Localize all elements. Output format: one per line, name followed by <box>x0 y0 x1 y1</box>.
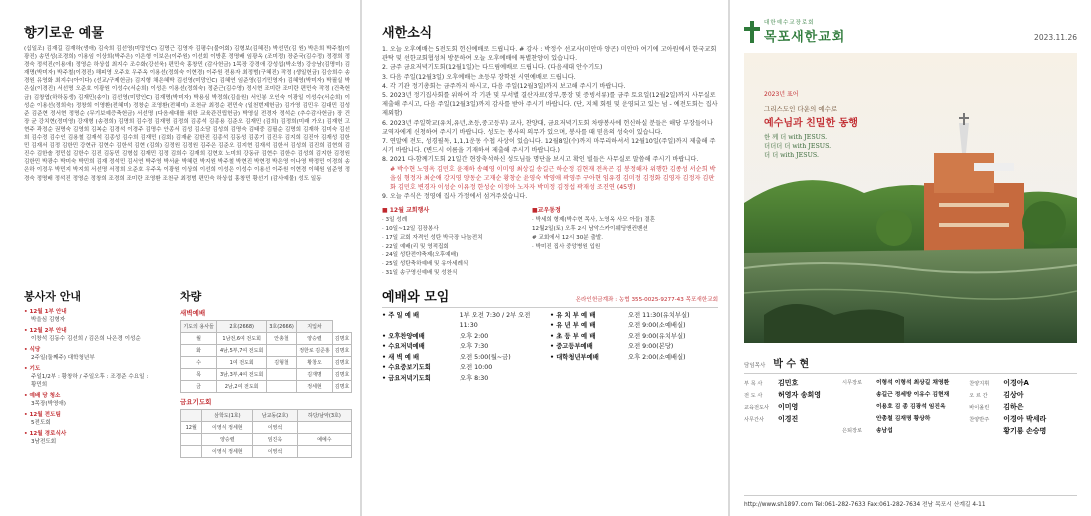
table-cell: 1여 전도회 <box>217 357 267 369</box>
table-cell: 이영식 정세현 <box>202 422 253 434</box>
staff-list <box>744 378 1077 437</box>
table-row <box>181 345 352 357</box>
staff-label: 찬양지휘 <box>969 381 990 387</box>
worship-time: 오전 9:00(본당) <box>628 343 674 351</box>
table-cell: 이영석 <box>253 422 297 434</box>
worship-row <box>550 342 718 353</box>
church-event: · 25일 성탄축하예배 및 유아세례식 <box>382 261 469 268</box>
church-event: · 24일 성탄전야축제(오후예배) <box>382 252 459 259</box>
staff-cell <box>842 426 969 437</box>
staff-label: 사무간사 <box>744 417 765 423</box>
worship-time: 오전 5:00(월~금) <box>460 353 511 361</box>
table-cell <box>181 446 202 458</box>
volunteer-item <box>24 392 154 408</box>
volunteer-item <box>24 327 154 343</box>
table-cell: 4남,5부,7여 전도회 <box>217 345 267 357</box>
table-cell: 김명호 <box>333 333 352 345</box>
table-cell: 황창오 <box>296 357 332 369</box>
volunteer-text: 3목장(박영애) <box>31 401 66 407</box>
staff-label: 전 도 사 <box>744 393 763 399</box>
worship-row <box>550 353 718 364</box>
worship-time: 오후 2:00 <box>460 332 489 340</box>
worship-title: 예배와 모임 <box>382 289 450 305</box>
table-cell <box>297 422 351 434</box>
table-cell: 김형철 <box>267 357 297 369</box>
worship-time: 오전 11:30(유치부실) <box>628 311 690 319</box>
member-news: · 박세희 형제(박수현 목사, 노영옥 사모 아들) 결혼 <box>532 217 656 224</box>
member-news: · 박미진 집사 중앙병원 입원 <box>532 243 601 250</box>
org-small: 대한예수교장로회 <box>764 20 815 26</box>
news-item: 6. 2023년 주일학교(유치,유년,초등,중고등부) 교사, 찬양대, 금요저녁기도회 차량봉사에 헌신하실 분들은 해당 부장들이나 교역자에게 신청하여 주시기 바랍니다. 성도는 봉사의 의무가 있으며, 봉사를 때 믿음의 성숙이 있습니다. <box>382 119 713 136</box>
volunteer-head: • 12월 경로식사 <box>24 431 67 437</box>
worship-name: • 유 치 부 예 배 <box>550 311 596 319</box>
staff-cell <box>969 414 1077 426</box>
staff-label: 바이올린 <box>969 405 990 411</box>
news-item: 3. 다음 주일(12월3일) 오후예배는 초등부 장학된 시연예배로 드립니다. <box>382 73 576 81</box>
staff-cell <box>842 402 969 414</box>
news-item: 5. 2023년 정기집사회를 위하여 각 기관 및 부서별 결산자료(장부,통장 및 증빙서류)를 금주 토요일(12월2일)까지 사무실로 제출해 주시고, 다음 주일(12월3일)까지 감사를 받아 주시기 바랍니다. (단, 지체 회원 및 운영되고 있는 넘 - 예전도회는 집사 제외함) <box>382 92 718 118</box>
volunteer-head: • 식당 <box>24 347 41 353</box>
staff-label: 은퇴장로 <box>841 428 862 434</box>
table-cell: 정한로 김준홍 <box>296 345 332 357</box>
staff-row <box>744 426 1077 437</box>
events-church-head: ■ 12월 교회행사 <box>382 207 430 215</box>
table-cell: 남교동(2호) <box>253 410 297 422</box>
news-list <box>382 45 718 201</box>
table-cell: 2호(2668) <box>217 321 267 333</box>
staff-name: 김하은 <box>1003 403 1024 411</box>
worship-name: • 수요저녁예배 <box>382 343 425 351</box>
worship-time: 오전 9:00(소예배실) <box>628 322 686 330</box>
news-item: 8. 2021 다-함께기도회 21일간 현장축석하신 성도님들 명단을 보시고 확인 빌들은 사무실로 말씀해 주시기 바랍니다. <box>382 156 699 164</box>
table-row <box>181 357 352 369</box>
staff-name: 이경아 박세라 <box>1003 415 1047 423</box>
church-event: · 17일 교회 자격인 성탄 박극장 나눔전치 <box>382 234 483 241</box>
member-news: 12월2일(토) 오후 2시 남악스카이웨딩앤컨벤션 <box>532 226 648 233</box>
worship-row <box>382 332 550 343</box>
car-title: 차량 <box>180 290 202 303</box>
staff-name: 송남섭 <box>875 428 893 434</box>
volunteer-head: • 12월 2부 안내 <box>24 328 67 334</box>
table-row <box>181 381 352 393</box>
staff-label: 찬양반주 <box>969 417 990 423</box>
cover-photo <box>744 53 1077 343</box>
staff-cell <box>744 402 842 414</box>
volunteer-text: 3남전도회 <box>31 439 57 445</box>
table-cell: 김명호 <box>333 381 352 393</box>
car-section <box>180 288 352 458</box>
volunteer-item <box>24 365 154 389</box>
church-event: · 10일~12일 김장봉사 <box>382 226 439 233</box>
staff-name: 김상아 <box>1003 391 1024 399</box>
table-cell: 수 <box>181 357 217 369</box>
volunteer-text: 이창석 김동수 김선희 / 김은희 나은경 이성순 <box>31 336 141 342</box>
table-cell <box>267 369 297 381</box>
table-cell: 기도의 용사들 <box>181 321 217 333</box>
offerings-body: (십일조) 김재길 김재하(생애) 김숙희 김선영(미망인C) 김명근 김영자 김평수(불어회) 김형보(김혜진) 박선민(김 원) 박은희 박주철(이광진) 송민성(조경희) 이용임 이상희(박주은) 이은형 이보은(이주원) 이선회 이방훈 정명배 임광옥 (조미정) 장준국(김수정) 정경희 정경숙 정석진(이용애) 정영순 하상섭 최지수 조수화(강선욱) 편민숙 홍창민 (감사헌금) 1목장 강경애 강성섭(박소영) 강승남(김명미) 김재명(박미자) 박주철(이경진) 해피영 오주호 우주옥 이용선(정희숙 이현경) 이주원 전용자 최정범(구혜진) 작정 (생일헌금) 김승희수 송경원 유영화 최지수(아이다) (선교/구제헌금) 김지형 채은혜박 김선영(미망인C) 김혜연 임준영(김기민영자) 김혜영(박미자) 박필실 박은실(이경진) 서선명 오준호 이광원 이성수(서순희) 이성은 이용선(정희숙) 정준근(김수영) 정시현 조미란 조미란 편민숙 작정 (건축헌금) 김창엽(하하동생) 김재민(송이) 김선영(미망인C) 김재명(박미자) 박용심 박정희(김을원) 서인봉 오인숙 이광일 이성수(서순희) 이성순 이용선(정희숙) 정창희 이영환(전혜미) 정창순 조영환(전혜미) 조천규 최정순 편민숙 (일천번제헌금) 김가영 김민우 김대민 김성준 김준현 정서현 정명순 (무기보예증축헌금) 서선명 (다음세대를 위한 교육관건립헌금) 박영실 전경자 정석순 (추수감사헌금) 장 건 장 균 강치현(정미영) 강재형 (송경희) 김명희 김수정 김재명 김정희 김종석 김종용 김준오 김재민 (김희) 김정희(미래 가오) 김재헌 고현주 곽정순 권명숙 김영희 김복순 김경석 이경주 김명수 안종서 김성 김소담 김성희 김명숙 김태중 김필순 김명희 김재하 김미숙 김선희 김수정 김수인 김용철 김재석 김종성 김수희 김재민 (김회) 김재윤 김한진 김종석 김동성 김종기 김진우 김지희 김진아 김재성 김한민 김재서 김정 김한민 강현규 김현수 김한석 김현 (김희) 김정원 김정원 김주은 김준오 김지현 김재석 김한서 김성희 김진희 김현희 김진수 김한솔 정민섭 김한수 김진 김동민 김형섭 김재민 김정 김희수 김재희 김현호 노미희 강동규 김현수 김한수 김성희 김지한 김정원 김한민 박광수 박미숙 박민희 김재 정석민 김서연 박주영 박서윤 박혜린 박지원 박주철 박현진 박현정 박은영 이나영 박정민 이경희 송은하 이정우 박민지 박지희 서선명 서정희 오준호 우주옥 이광원 이상희 이선희 이성은 이성수 이용선 이주원 이현경 이혜원 임준영 정경숙 정명배 정석진 정영순 정창희 조경희 조미란 조영환 조천규 최정범 편민숙 하상섭 홍창민 황선기 (감사예물) 성도 일동 <box>24 46 350 182</box>
volunteer-item <box>24 346 154 362</box>
worship-time: 오후 7:30 <box>460 343 489 351</box>
pastor-label: 담임목사 <box>744 363 766 369</box>
worship-time: 오후 8:30 <box>460 374 489 382</box>
worship-name: • 유 년 부 예 배 <box>550 322 596 330</box>
news-title: 새한소식 <box>382 26 433 41</box>
events-members <box>532 207 712 277</box>
worship-name: • 수요중보기도회 <box>382 364 431 372</box>
table-row <box>181 321 352 333</box>
year-theme <box>764 89 924 160</box>
table-cell: 3호(2666) <box>267 321 297 333</box>
table-cell <box>267 345 297 357</box>
worship-name: • 중고등부예배 <box>550 343 593 351</box>
theme-sub3: 더 더 with JESUS. <box>764 152 819 159</box>
table-cell: 예예수 <box>297 434 351 446</box>
worship-row <box>382 363 550 374</box>
table-row <box>181 446 352 458</box>
car-table-friday <box>180 409 352 458</box>
volunteer-text: 2주일(둘째주) 대학청년부 <box>31 355 95 361</box>
cover-header <box>744 18 1077 45</box>
staff-name: 이경아A <box>1003 379 1029 387</box>
events-members-head: ■교우동정 <box>532 207 561 215</box>
table-cell <box>297 446 351 458</box>
church-event: · 22일 예배(리 및 영적집회 <box>382 243 449 250</box>
worship-row <box>382 374 550 385</box>
table-cell: 12월 <box>181 422 202 434</box>
worship-row <box>382 353 550 364</box>
news-item: 7. 연말에 전도, 성경필독, 1,1,1운동 수첩 사상이 있습니다. 12월8일(수)까지 마무리하셔서 12월10일(주일)까지 제출해 주시기 바랍니다. (변드시 이름을 기재하셔 제출해 주시기 바랍니다.) <box>382 138 716 155</box>
worship-time: 오전 9:00(유치부실) <box>628 332 686 340</box>
staff-name: 이미영 <box>778 403 799 411</box>
staff-cell <box>842 378 969 390</box>
table-cell: 김명호 <box>333 345 352 357</box>
table-cell: 월 <box>181 333 217 345</box>
staff-cell <box>744 426 842 437</box>
table-row <box>181 410 352 422</box>
table-row <box>181 333 352 345</box>
table-row <box>181 369 352 381</box>
staff-cell <box>969 390 1077 402</box>
panel-cover <box>730 0 1091 516</box>
church-name: 목포새한교회 <box>764 30 846 45</box>
staff-name: 송길근 정세방 이유수 김현재 <box>875 392 950 398</box>
staff-label: 시무장로 <box>841 380 862 386</box>
volunteer-text: 주일1/2부 : 황창하 / 주일오후 : 조경준 수요일 : 황민희 <box>31 374 149 388</box>
bulletin-date: 2023.11.26 <box>1034 33 1077 42</box>
worship-name: • 오후찬양예배 <box>382 332 425 340</box>
volunteer-item <box>24 430 154 446</box>
staff-row <box>744 390 1077 402</box>
volunteer-title: 봉사자 안내 <box>24 290 81 303</box>
table-cell: 김재명 <box>296 369 332 381</box>
staff-row <box>744 414 1077 426</box>
worship-time: 오전 10:00 <box>460 364 493 372</box>
volunteer-item <box>24 308 154 324</box>
staff-cell <box>969 378 1077 390</box>
table-cell: 임진옥 <box>253 434 297 446</box>
table-cell <box>181 434 202 446</box>
staff-row <box>744 378 1077 390</box>
worship-name: • 주 일 예 배 <box>382 311 420 319</box>
table-cell: 양승렬 <box>202 434 253 446</box>
events-church <box>382 207 532 277</box>
worship-row <box>550 332 718 343</box>
table-cell: 3남,3부,4여 전도회 <box>217 369 267 381</box>
table-cell: 이영식 정세현 <box>202 446 253 458</box>
volunteer-text: 박을심 김형자 <box>31 317 66 323</box>
table-cell: 금 <box>181 381 217 393</box>
volunteer-head: • 예배 당 청소 <box>24 393 61 399</box>
staff-name: 허영자 송희영 <box>778 391 822 399</box>
staff-name: 이경진 <box>778 415 799 423</box>
events-row <box>382 207 718 277</box>
news-item: 9. 오늘 주식은 정영애 집사 가정에서 섬겨주셨습니다. <box>382 193 528 201</box>
table-cell: 이영석 <box>253 446 297 458</box>
news-item: 2. 금주 금요저녁기도회(12월1일)는 다드림예배로 드립니다. (다음세대 안수기도) <box>382 64 603 72</box>
worship-row <box>382 342 550 353</box>
table-cell: 1남전,6여 전도회 <box>217 333 267 345</box>
staff-label: 오 르 간 <box>969 393 988 399</box>
theme-sub2: 더더더 더 with JESUS. <box>764 143 832 150</box>
car-table-dawn <box>180 320 352 393</box>
worship-row <box>550 321 718 332</box>
church-event: · 31일 송구영신예배 및 성찬식 <box>382 270 458 277</box>
volunteer-head: • 12월 1부 안내 <box>24 309 67 315</box>
contact-footer: http://www.sh1897.com Tel:061-282-7633 Fax:061-282-7634 전남 목포시 산계길 4-11 <box>744 495 1077 508</box>
theme-label: 2023년 표어 <box>764 91 799 98</box>
worship-time: 오후 2:00(소예배실) <box>628 353 686 361</box>
staff-cell <box>969 426 1077 437</box>
worship-right <box>550 311 718 385</box>
worship-head-row <box>382 286 718 308</box>
staff-name: 황기룡 손승명 <box>1003 427 1047 435</box>
table-cell: 김명호 <box>333 357 352 369</box>
news-item: # 박수현 노영옥 김민호 윤재하 송혜영 이미영 최상길 송길근 하순정 김현재 전옥곤 김 봉정해자 위행한 김종성 서순희 박을심 형정자 최순애 강지영 양동순 고재순 황창순 윤영숙 박영애 곽영주 구아현 임유경 김미정 김정화 김영자 김정자 김판화 김민호 변경자 이성순 이유정 한성순 이정아 노자자 박미정 김정섭 곽재성 조진연 (45명) <box>390 165 716 192</box>
table-cell: 삼학도(1호) <box>202 410 253 422</box>
table-cell: 김명호 <box>333 369 352 381</box>
car-sub-dawn: 새벽예배 <box>180 309 206 317</box>
staff-name: 이형석 이형석 최상길 채영환 <box>875 380 950 386</box>
volunteer-item <box>24 411 154 427</box>
church-logo <box>744 18 845 45</box>
online-account: 온라인헌금계좌 : 농협 355-0025-9277-43 목포새한교회 <box>575 296 718 303</box>
staff-label: 교육전도사 <box>744 405 770 411</box>
theme-line2: 예수님과 친밀한 동행 <box>764 118 858 129</box>
staff-name: 안총철 김재명 황상하 <box>875 416 931 422</box>
worship-row <box>382 311 550 332</box>
table-cell: 지입차 <box>296 321 332 333</box>
church-event: · 3일 성례 <box>382 217 408 224</box>
worship-table <box>382 311 718 385</box>
offerings-title: 향기로운 예물 <box>24 26 104 41</box>
volunteer-head: • 기도 <box>24 366 41 372</box>
table-cell <box>267 381 297 393</box>
worship-left <box>382 311 550 385</box>
table-cell: 하당/남악(3호) <box>297 410 351 422</box>
worship-time: 1부 오전 7:30 / 2부 오전 11:30 <box>459 311 531 330</box>
member-news: # 교회에서 12시 30분 출발. <box>532 234 604 241</box>
news-item: 1. 오늘 오후예배는 5전도회 헌신예배로 드립니다. # 강사 : 박정수 선교사(미안마 양곤) 미안마 여기에 고아원에서 한국교회 관탁 및 선한교회협성처 방문하여 오늘 오후예배에 특별찬양이 있습니다. <box>382 46 717 63</box>
staff-cell <box>744 390 842 402</box>
table-cell: 정세현 <box>296 381 332 393</box>
worship-name: • 새 벽 예 배 <box>382 353 420 361</box>
table-cell: 2남,2여 전도회 <box>217 381 267 393</box>
table-row <box>181 422 352 434</box>
volunteer-head: • 12월 전도팀 <box>24 412 61 418</box>
worship-row <box>550 311 718 322</box>
theme-sub1: 한 께 더 with JESUS. <box>764 134 828 141</box>
table-cell: 화 <box>181 345 217 357</box>
staff-name: 이용호 김 종 김광석 임진옥 <box>875 404 946 410</box>
staff-row <box>744 402 1077 414</box>
staff-cell <box>842 414 969 426</box>
staff-cell <box>744 414 842 426</box>
table-cell <box>181 410 202 422</box>
worship-name: • 금요저녁기도회 <box>382 374 431 382</box>
staff-cell <box>969 402 1077 414</box>
table-cell: 양승렬 <box>296 333 332 345</box>
worship-name: • 대학청년부예배 <box>550 353 599 361</box>
panel-news <box>362 0 728 516</box>
staff-cell <box>744 378 842 390</box>
volunteer-text: 5전도회 <box>31 420 51 426</box>
table-cell: 안총철 <box>267 333 297 345</box>
pastor-row <box>744 355 1077 374</box>
theme-line1: 그리스도인 다운의 예수로 <box>764 105 838 113</box>
news-item: 4. 각 기관 정기총회는 금주까지 하시고, 다음 주일(12월3일)까지 보고해 주시기 바랍니다. <box>382 82 626 90</box>
volunteer-section <box>24 288 154 449</box>
pastor-name: 박 수 현 <box>773 359 810 370</box>
car-sub-friday: 금요기도회 <box>180 398 212 406</box>
staff-name: 김민호 <box>778 379 799 387</box>
table-row <box>181 434 352 446</box>
staff-cell <box>842 390 969 402</box>
staff-label: 부 목 사 <box>744 381 763 387</box>
cross-logo-icon <box>744 21 760 43</box>
worship-name: • 초 등 부 예 배 <box>550 332 596 340</box>
table-cell: 목 <box>181 369 217 381</box>
